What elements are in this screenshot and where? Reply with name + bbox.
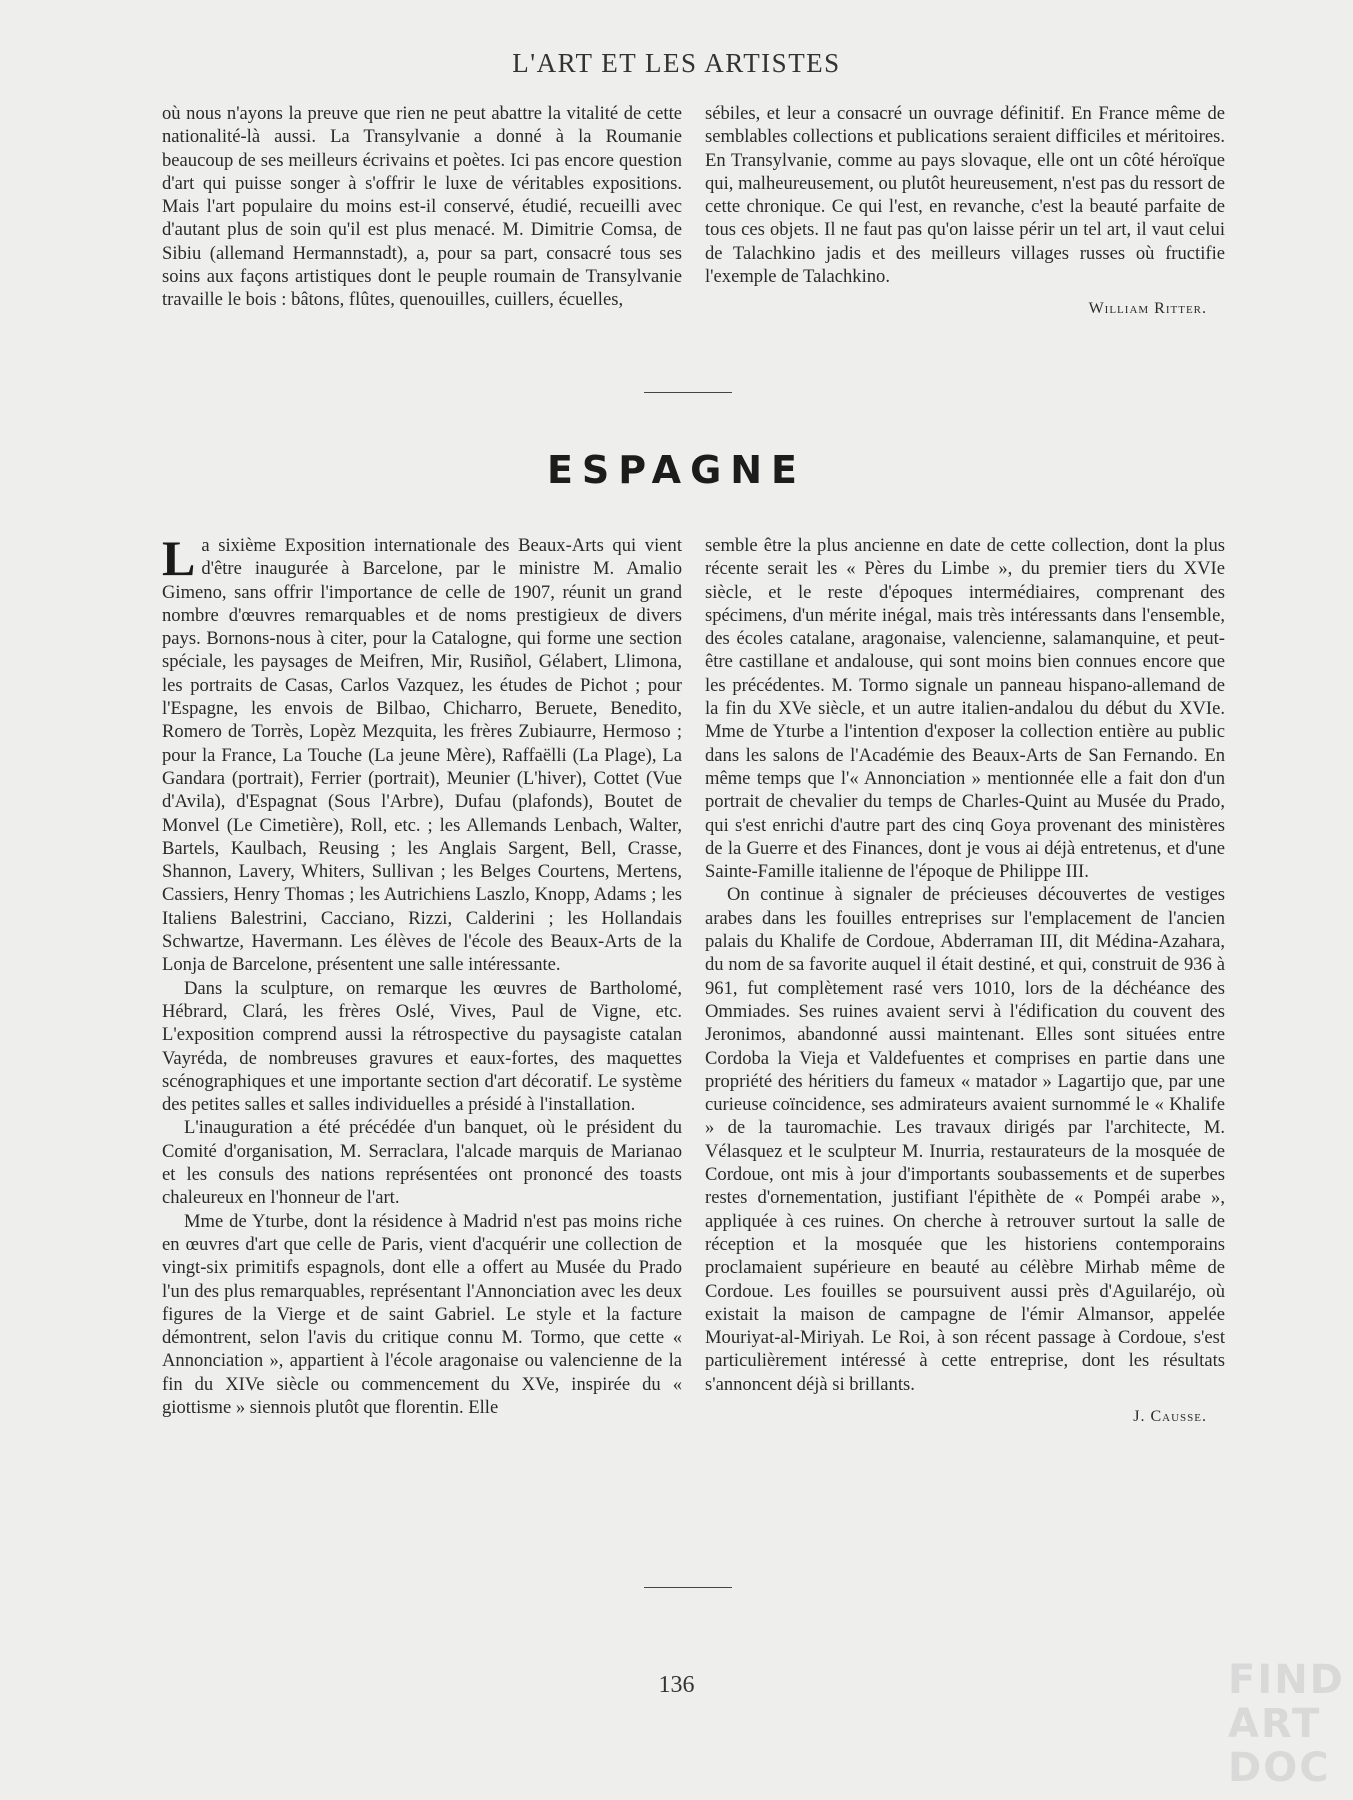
- running-head: L'ART ET LES ARTISTES: [512, 48, 841, 78]
- paragraph: sébiles, et leur a consacré un ouvrage définitif. En France même de semblables collections et publications seraient difficiles et méritoires. En Transylvanie, comme au pays slovaque, elle ont un côté héroïque qui, malheureusement, ou plutôt heureusement, n'est pas du ressort de cette chronique. Ce qui l'est, en revanche, c'est la beauté parfaite de tous ces objets. Il ne faut pas qu'on laisse périr un tel art, il vaut celui de Talachkino jadis et des meilleurs villages russes où fructifie l'exemple de Talachkino.: [705, 103, 1225, 288]
- page-number: 136: [658, 1672, 695, 1698]
- watermark-logo: FIND ART DOC: [1228, 1657, 1345, 1791]
- bottom-right-column: [705, 534, 1225, 1428]
- bottom-left-column: [162, 530, 682, 1419]
- paragraph: où nous n'ayons la preuve que rien ne peut abattre la vitalité de cette nationalité-là aussi. La Transylvanie a donné à la Roumanie beaucoup de ses meilleurs écrivains et poètes. Ici pas encore question d'art qui puisse songer à s'offrir le luxe de véritables expositions. Mais l'art populaire du moins est-il conservé, étudié, recueilli avec d'autant plus de soin qu'il est plus menacé. M. Dimitrie Comsa, de Sibiu (allemand Hermannstadt), a, pour sa part, consacré tous ses soins aux façons artistiques dont le peuple roumain de Transylvanie travaille le bois : bâtons, flûtes, quenouilles, cuillers, écuelles,: [162, 103, 682, 311]
- top-right-column: [705, 102, 1225, 321]
- section-divider: [644, 392, 732, 393]
- paragraph: L'inauguration a été précédée d'un banquet, où le président du Comité d'organisation, M. Serraclara, l'alcade marquis de Marianao et les consuls des nations représentées ont prononcé des toasts chaleureux en l'honneur de l'art.: [162, 1117, 682, 1209]
- end-divider: [644, 1587, 732, 1588]
- author-signature: J. Causse.: [1133, 1407, 1207, 1425]
- paragraph: Mme de Yturbe, dont la résidence à Madrid n'est pas moins riche en œuvres d'art que celle de Paris, vient d'acquérir une collection de vingt-six primitifs espagnols, dont elle a offert au Musée du Prado l'un des plus remarquables, représentant l'Annonciation avec les deux figures de la Vierge et de saint Gabriel. Le style et la facture démontrent, selon l'avis du critique connu M. Tormo, que cette « Annonciation », appartient à l'école aragonaise ou valencienne de la fin du XIVe siècle ou commencement du XVe, inspirée du « giottisme » siennois plutôt que florentin. Elle: [162, 1210, 682, 1418]
- paragraph: semble être la plus ancienne en date de cette collection, dont la plus récente serait les « Pères du Limbe », du premier tiers du XVIe siècle, et le reste d'époques intermédiaires, comprenant des spécimens, d'un mérite inégal, mais très intéressants dans l'ensemble, des écoles catalane, aragonaise, valencienne, salamanquine, et peut-être castillane et andalouse, qui sont moins bien connues encore que les précédentes. M. Tormo signale un panneau hispano-allemand de la fin du XVe siècle, et un autre italien-andalou du début du XVIe. Mme de Yturbe a l'intention d'exposer la collection entière au public dans les salons de l'Académie des Beaux-Arts de San Fernando. En même temps que l'« Annonciation » mentionnée elle a fait don d'un portrait de chevalier du temps de Charles-Quint au Musée du Prado, qui s'est enrichi d'autre part des cinq Goya provenant des ministères de la Guerre et des Finances, dont je vous ai déjà entretenus, et d'une Sainte-Famille italienne de l'époque de Philippe III.: [705, 535, 1225, 883]
- paragraph: [162, 530, 682, 977]
- paragraph: Dans la sculpture, on remarque les œuvres de Bartholomé, Hébrard, Clará, les frères Oslé, Vives, Paul de Vigne, etc. L'exposition comprend aussi la rétrospective du paysagiste catalan Vayréda, de nombreuses gravures et eaux-fortes, des maquettes scénographiques et une importante section d'art décoratif. Le système des petites salles et salles individuelles a présidé à l'installation.: [162, 977, 682, 1116]
- paragraph: On continue à signaler de précieuses découvertes de vestiges arabes dans les fouilles entreprises sur l'emplacement de l'ancien palais du Khalife de Cordoue, Abderraman III, dit Médina-Azahara, du nom de sa favorite auquel il était destiné, et qui, construit de 936 à 961, fut complètement rasé vers 1010, lors de la déchéance des Ommiades. Ses ruines avaient servi à l'édification du couvent des Jeronimos, abandonné aussi maintenant. Elles sont situées entre Cordoba la Vieja et Valdefuentes et comprises en partie dans une propriété des héritiers du fameux « matador » Lagartijo que, par une curieuse coïncidence, ses admirateurs avaient surnommé le « Khalife » de la tauromachie. Les travaux dirigés par l'architecte, M. Vélasquez et le sculpteur M. Inurria, restaurateurs de la mosquée de Cordoue, ont mis à jour d'importants soubassements et de superbes restes d'ornementation, justifiant l'épithète de « Pompéi arabe », appliquée à ces ruines. On cherche à retrouver surtout la salle de réception et la mosquée que les historiens contemporains proclamaient supérieure en beauté au célèbre Mirhab même de Cordoue. Les fouilles se poursuivent aussi près d'Aguilaréjo, où existait la maison de campagne de l'émir Almansor, appelée Mouriyat-al-Miriyah. Le Roi, à son récent passage à Cordoue, s'est particulièrement intéressé à cette entreprise, dont les résultats s'annoncent déjà si brillants.: [705, 884, 1225, 1395]
- author-signature: William Ritter.: [1088, 300, 1207, 318]
- drop-cap: L: [162, 530, 196, 586]
- paragraph-text: a sixième Exposition internationale des Beaux-Arts qui vient d'être inaugurée à Barcelone, par le ministre M. Amalio Gimeno, sans offrir l'importance de celle de 1907, réunit un grand nombre d'œuvres remarquables et de noms prestigieux de divers pays. Bornons-nous à citer, pour la Catalogne, qui forme une section spéciale, les paysages de Meifren, Mir, Rusiñol, Gélabert, Llimona, les portraits de Casas, Carlos Vazquez, les études de Pichot ; pour l'Espagne, les envois de Bilbao, Chicharro, Beruete, Benedito, Romero de Torrès, Lopèz Mezquita, les frères Zubiaurre, Hermoso ; pour la France, La Touche (La jeune Mère), Raffaëlli (La Plage), La Gandara (portrait), Ferrier (portrait), Meunier (L'hiver), Cottet (Vue d'Avila), d'Espagnat (Sous l'Arbre), Dufau (plafonds), Boutet de Monvel (Le Cimetière), Roll, etc. ; les Allemands Lenbach, Walter, Bartels, Kaulbach, Reusing ; les Anglais Sargent, Bell, Crasse, Shannon, Lavery, Whiters, Sullivan ; les Belges Courtens, Mertens, Cassiers, Henry Thomas ; les Autrichiens Laszlo, Knopp, Adams ; les Italiens Balestrini, Cacciano, Rizzi, Calderini ; les Hollandais Schwartze, Havermann. Les élèves de l'école des Beaux-Arts de la Lonja de Barcelone, présentent une salle intéressante.: [162, 535, 682, 976]
- top-left-column: [162, 102, 682, 312]
- section-title: ESPAGNE: [546, 448, 807, 492]
